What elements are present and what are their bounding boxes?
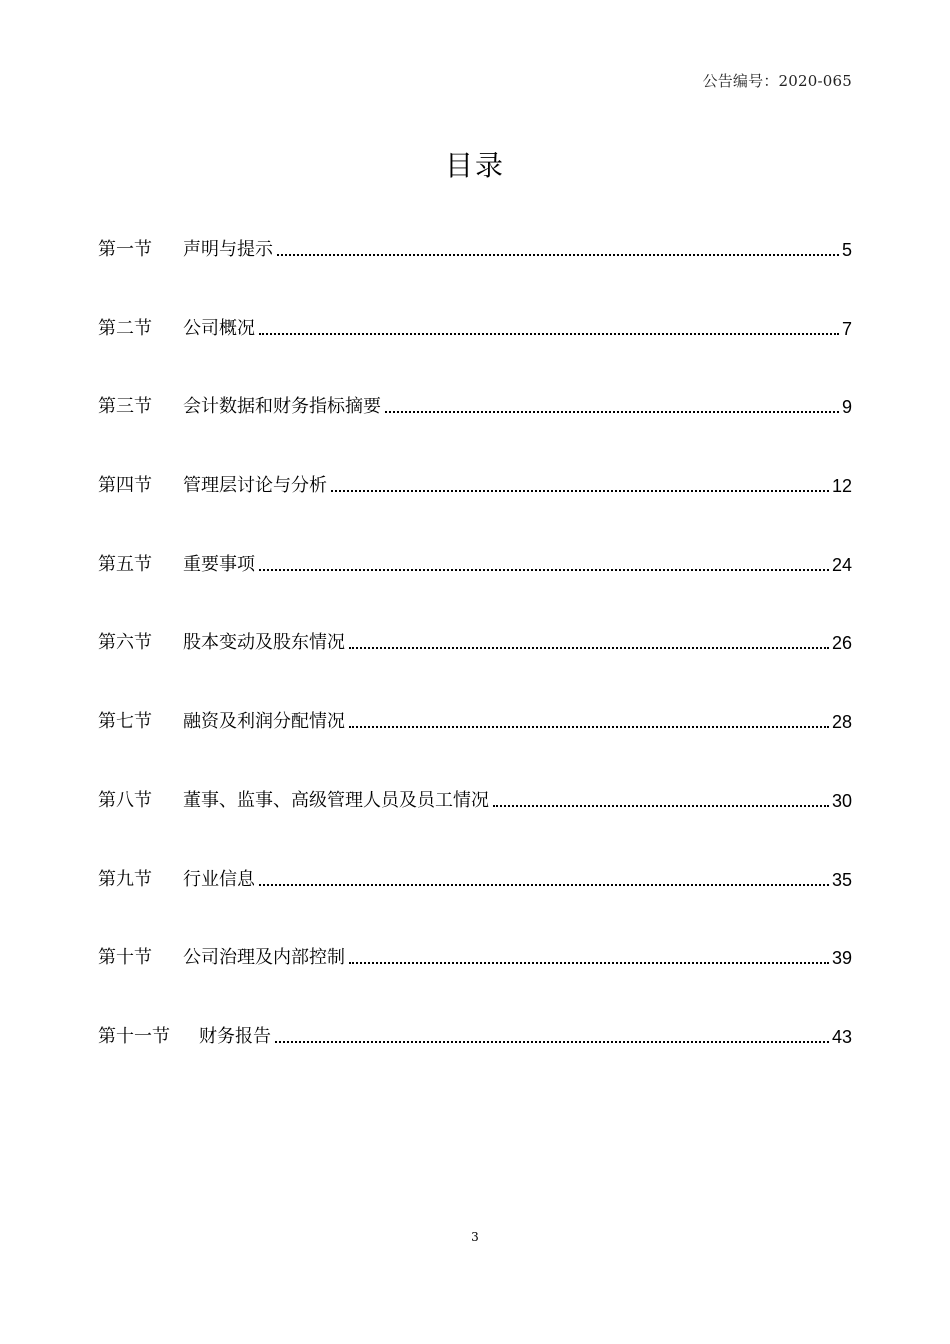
toc-section-label: 第三节	[98, 396, 152, 418]
toc-leader-dots	[275, 1040, 829, 1043]
toc-leader-dots	[331, 489, 829, 492]
toc-page-number: 12	[831, 476, 852, 497]
toc-leader-dots	[259, 568, 829, 571]
toc-entry-8[interactable]	[98, 777, 852, 813]
toc-page-number: 35	[831, 869, 852, 890]
toc-page-number: 26	[831, 633, 852, 654]
toc-entry-1[interactable]	[98, 226, 852, 262]
toc-entry-11[interactable]	[98, 1013, 852, 1049]
table-of-contents	[98, 226, 852, 1092]
notice-number: 公告编号：2020-065	[702, 72, 852, 90]
toc-section-name: 管理层讨论与分析	[183, 475, 327, 497]
toc-entry-6[interactable]	[98, 619, 852, 655]
toc-section-name: 公司治理及内部控制	[183, 947, 345, 969]
toc-leader-dots	[259, 332, 839, 335]
toc-entry-3[interactable]	[98, 383, 852, 419]
toc-leader-dots	[349, 725, 829, 728]
toc-page-number: 5	[841, 240, 852, 260]
toc-section-label: 第一节	[98, 239, 152, 260]
toc-page-number: 9	[841, 397, 852, 418]
toc-page-number: 28	[831, 712, 852, 733]
toc-title: 目录	[444, 149, 505, 182]
toc-leader-dots	[385, 410, 839, 413]
toc-section-name: 融资及利润分配情况	[183, 711, 345, 733]
toc-section-name: 行业信息	[183, 868, 255, 890]
toc-section-name: 重要事项	[183, 553, 255, 575]
toc-entry-4[interactable]	[98, 462, 852, 498]
toc-section-name: 财务报告	[199, 1025, 271, 1047]
toc-section-label: 第八节	[98, 789, 152, 811]
toc-section-label: 第六节	[98, 632, 152, 654]
toc-section-name: 公司概况	[183, 317, 255, 339]
toc-section-name: 股本变动及股东情况	[183, 632, 345, 654]
page-number: 3	[471, 1230, 479, 1244]
toc-page-number: 43	[831, 1026, 852, 1047]
toc-section-name: 会计数据和财务指标摘要	[183, 396, 381, 418]
toc-entry-9[interactable]	[98, 856, 852, 892]
toc-leader-dots	[277, 253, 839, 256]
toc-section-label: 第九节	[98, 868, 152, 890]
toc-leader-dots	[259, 883, 829, 886]
toc-section-label: 第十一节	[98, 1025, 170, 1047]
toc-page-number: 30	[831, 790, 852, 811]
toc-leader-dots	[349, 961, 829, 964]
toc-leader-dots	[493, 804, 829, 807]
toc-section-name: 声明与提示	[183, 239, 273, 260]
toc-page-number: 24	[831, 554, 852, 575]
toc-page-number: 39	[831, 948, 852, 969]
toc-section-label: 第十节	[98, 947, 152, 969]
toc-section-name: 董事、监事、高级管理人员及员工情况	[183, 789, 489, 811]
toc-section-label: 第五节	[98, 553, 152, 575]
toc-section-label: 第七节	[98, 711, 152, 733]
toc-page-number: 7	[841, 318, 852, 339]
toc-leader-dots	[349, 646, 829, 649]
toc-entry-2[interactable]	[98, 305, 852, 341]
toc-section-label: 第二节	[98, 317, 152, 339]
toc-entry-10[interactable]	[98, 934, 852, 970]
toc-entry-7[interactable]	[98, 698, 852, 734]
toc-entry-5[interactable]	[98, 541, 852, 577]
toc-section-label: 第四节	[98, 475, 152, 497]
